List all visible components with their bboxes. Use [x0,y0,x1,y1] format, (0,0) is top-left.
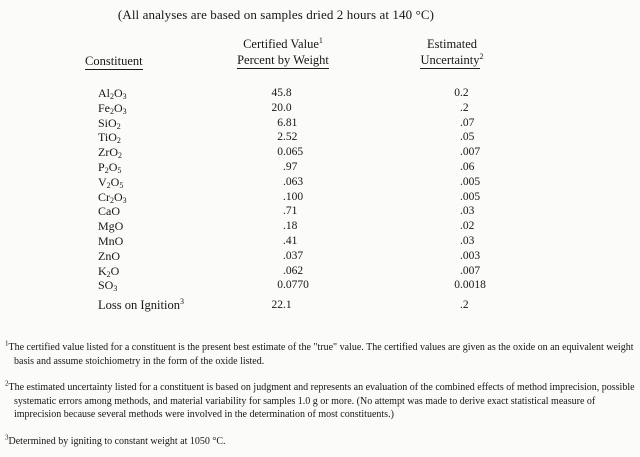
constituent-cell: $K_2O$ [98,263,120,279]
table-row [0,204,640,219]
value-integer-part [366,249,460,264]
value-fraction-part: .71 [283,205,298,218]
certified-value-cell [200,101,366,116]
footnote-1-text: The certified value listed for a constituent is the present best estimate of the "true" value. The certified values are given as the oxide on an equivalent weight basis and assume stoichiometry in the form of the oxide listed. [8,342,634,367]
uncertainty-cell [366,204,538,219]
value-integer-part [200,160,283,175]
uncertainty-cell [366,116,538,131]
value-integer-part: 2 [277,131,283,144]
table-row [0,86,640,101]
value-fraction-part: .2 [460,87,469,99]
value-integer-part: 22 [271,299,283,311]
certified-value-cell [200,234,366,249]
value-fraction-part: .05 [460,131,475,144]
footnote-3 [5,435,636,449]
value-fraction-part: .1 [283,299,292,311]
table-row [0,234,640,249]
uncertainty-cell [366,298,538,313]
value-integer-part [366,145,460,160]
value-fraction-part: .005 [460,190,481,203]
table-row [0,264,640,279]
footnote-2-marker: 2 [5,379,9,388]
value-integer-part [200,234,283,249]
certified-value-cell [200,116,366,131]
table-row [0,219,640,234]
value-fraction-part: .97 [283,160,298,173]
uncertainty-cell [366,175,538,190]
value-fraction-part: .005 [460,175,481,188]
value-integer-part [366,264,460,279]
table-row [0,298,640,313]
value-fraction-part: .18 [283,220,298,233]
table-row [0,101,640,116]
value-integer-part: 45 [271,87,283,99]
constituent-cell: ZrO$_2$ [98,145,122,161]
value-fraction-part: .52 [283,131,298,144]
column-header-uncertainty [366,37,538,68]
value-integer-part [200,175,283,190]
value-integer-part: 0 [454,279,460,292]
value-integer-part: 0 [277,279,283,292]
constituent-cell: SiO$_2$ [98,115,121,131]
value-integer-part: 6 [277,116,283,129]
value-fraction-part: .007 [460,264,481,277]
table-row [0,116,640,131]
value-integer-part: 0 [277,146,283,159]
value-integer-part [200,204,283,219]
value-fraction-part: .062 [283,264,304,277]
value-integer-part [366,160,460,175]
value-fraction-part: .037 [283,249,304,262]
certified-value-cell [200,264,366,279]
value-fraction-part: .06 [460,160,475,173]
constituent-cell: MgO [98,219,124,234]
constituent-cell: $Al_2O_3$ [98,86,127,101]
value-integer-part [366,101,460,116]
uncertainty-cell [366,101,538,116]
footnote-3-text: Determined by igniting to constant weight at 1050 °C. [8,436,226,447]
value-integer-part [200,249,283,264]
value-integer-part [200,264,283,279]
constituent-cell: CaO [98,204,120,219]
constituent-cell: TiO$_2$ [98,130,121,146]
value-fraction-part: .0 [283,101,292,114]
footnote-2-text: The estimated uncertainty listed for a constituent is based on judgment and represents an evaluation of the combined effects of method imprecision, possible systematic errors among methods, and material variability for samples 1.0 g or more. (No attempt was made to derive exact statistical measure of imprecision because several methods were involved in the determination of most constituents.) [8,382,635,421]
uncertainty-cell [366,130,538,145]
value-integer-part: 0 [454,87,460,99]
certified-value-cell [200,190,366,205]
value-integer-part [366,219,460,234]
uncertainty-cell [366,278,538,293]
value-integer-part [366,130,460,145]
constituent-cell: ZnO [98,248,120,263]
uncertainty-cell [366,219,538,234]
constituent-cell: $SO_3$ [98,278,118,294]
certified-value-cell [200,219,366,234]
constituent-cell: Loss on Ignition$^3$ [98,296,184,312]
certified-value-cell [200,86,366,101]
uncertainty-cell [366,145,538,160]
value-fraction-part: .003 [460,249,481,262]
uncertainty-cell [366,86,538,101]
table-row [0,175,640,190]
constituent-cell: $P_2O_5$ [98,159,122,175]
table-row [0,145,640,160]
value-fraction-part: .065 [283,146,304,159]
loss-on-ignition-section [0,298,640,313]
value-fraction-part: .2 [460,299,469,311]
value-fraction-part: .02 [460,220,475,233]
value-fraction-part: .0018 [460,279,486,292]
constituent-cell: $Fe_2O_3$ [98,100,127,116]
value-integer-part [366,116,460,131]
certified-value-header-line1: Certified Value$^1$ [243,35,323,51]
value-fraction-part: .007 [460,146,481,159]
certified-value-cell [200,130,366,145]
table-row [0,249,640,264]
value-integer-part [200,219,283,234]
analysis-table-body [0,86,640,293]
value-fraction-part: .100 [283,190,304,203]
uncertainty-cell [366,249,538,264]
constituent-cell: $Cr_2O_3$ [98,189,127,205]
uncertainty-header-line2: Uncertainty$^2$ [420,51,484,67]
column-header-constituent [85,54,143,69]
value-integer-part [366,175,460,190]
certified-value-cell [200,298,366,313]
uncertainty-cell [366,160,538,175]
footnote-3-marker: 3 [5,433,9,442]
column-header-certified-value [200,37,366,68]
certified-value-cell [200,145,366,160]
uncertainty-header-line1: Estimated [427,37,477,51]
uncertainty-cell [366,264,538,279]
value-fraction-part: .8 [283,87,292,99]
value-fraction-part: .2 [460,101,469,114]
footnote-1 [5,341,636,368]
constituent-cell: $V_2O_5$ [98,174,124,190]
value-fraction-part: .07 [460,116,475,129]
value-integer-part: 20 [271,101,283,114]
value-fraction-part: .03 [460,205,475,218]
certified-value-cell [200,278,366,293]
footnote-2 [5,381,636,422]
table-row [0,130,640,145]
table-row [0,190,640,205]
value-fraction-part: .063 [283,175,304,188]
value-fraction-part: .0770 [283,279,309,292]
footnote-ref-1: 1 [318,35,323,45]
footnote-ref-2: 2 [479,51,484,61]
certified-value-cell [200,175,366,190]
footnote-1-marker: 1 [5,339,9,348]
value-integer-part [366,204,460,219]
constituent-header-label: Constituent [85,54,143,68]
certified-value-cell [200,249,366,264]
uncertainty-cell [366,234,538,249]
table-row [0,160,640,175]
certified-value-cell [200,160,366,175]
uncertainty-cell [366,190,538,205]
value-integer-part [366,234,460,249]
constituent-cell: MnO [98,233,124,248]
table-row [0,278,640,293]
value-fraction-part: .03 [460,234,475,247]
value-integer-part [366,190,460,205]
value-fraction-part: .81 [283,116,298,129]
value-integer-part [366,298,460,313]
certified-value-header-line2: Percent by Weight [237,52,329,67]
page-title: (All analyses are based on samples dried 2 hours at 140 °C) [117,7,435,22]
value-integer-part [200,190,283,205]
certified-value-cell [200,204,366,219]
value-fraction-part: .41 [283,234,298,247]
